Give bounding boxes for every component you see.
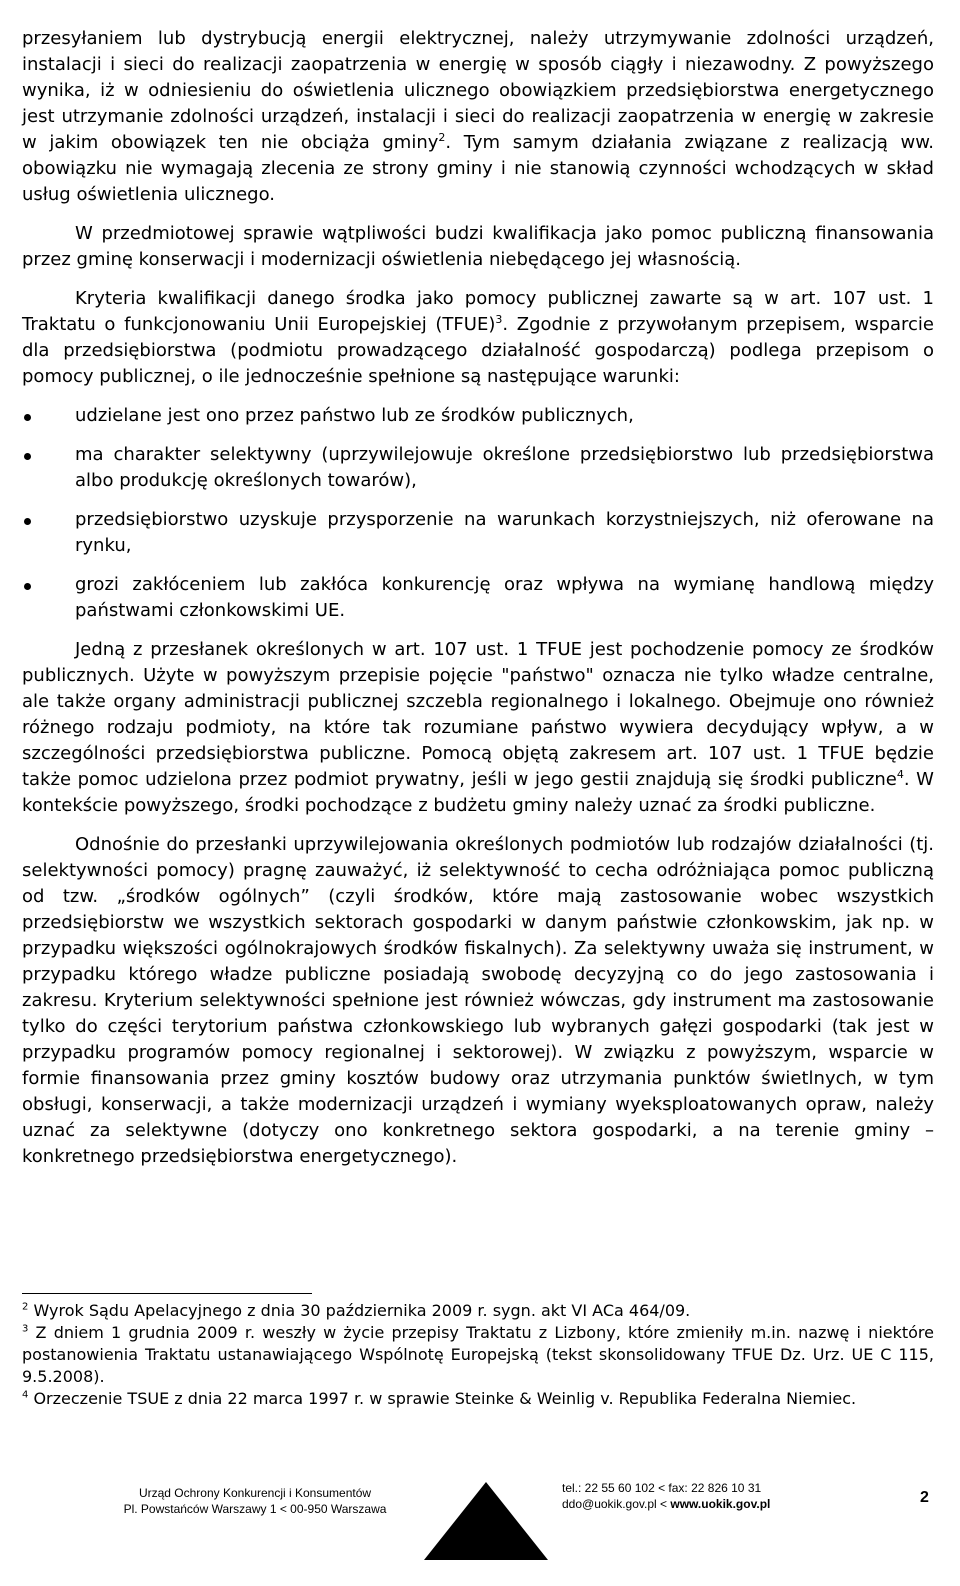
conditions-list	[22, 403, 934, 624]
paragraph-3: Kryteria kwalifikacji danego środka jako pomocy publicznej zawarte są w art. 107 ust. 1 Traktatu o funkcjonowaniu Unii Europejskiej (TFUE)$^3$. Zgodnie z przywołanym przepisem, wsparcie dla przedsiębiorstwa (podmiotu prowadzącego działalność gospodarczą) podlega przepisom o pomocy publicznej, o ile jednocześnie spełnione są następujące warunki:	[22, 288, 934, 387]
list-item: ma charakter selektywny (uprzywilejowuje określone przedsiębiorstwo lub przedsiębiorstwa albo produkcję określonych towarów),	[22, 442, 934, 494]
paragraph-1: przesyłaniem lub dystrybucją energii elektrycznej, należy utrzymywanie zdolności urządzeń, instalacji i sieci do realizacji zaopatrzenia w energię w sposób ciągły i niezawodny. Z powyższego wynika, iż w odniesieniu do oświetlenia ulicznego obowiązkiem przedsiębiorstwa energetycznego jest utrzymanie zdolności urządzeń, instalacji i sieci do realizacji zaopatrzenia w energię w zakresie w jakim obowiązek ten nie obciąża gminy$^2$. Tym samym działania związane z realizacją ww. obowiązku nie wymagają zlecenia ze strony gminy i nie stanowią czynności wchodzących w skład usług oświetlenia ulicznego.	[22, 28, 934, 205]
footer-org-name: Urząd Ochrony Konkurencji i Konsumentów	[138, 1486, 372, 1500]
list-item: udzielane jest ono przez państwo lub ze środków publicznych,	[22, 403, 934, 429]
footer-street: Pl. Powstańców Warszawy 1 < 00-950 Warszawa	[123, 1502, 387, 1516]
footer-contact	[562, 1480, 770, 1512]
footnote-2: $^2$ Wyrok Sądu Apelacyjnego z dnia 30 października 2009 r. sygn. akt VI ACa 464/09.	[22, 1301, 691, 1320]
footer-phone: tel.: 22 55 60 102 < fax: 22 826 10 31	[562, 1481, 762, 1495]
document-body	[22, 26, 934, 1183]
paragraph-5: Odnośnie do przesłanki uprzywilejowania określonych podmiotów lub rodzajów działalności (tj. selektywności pomocy) pragnę zauważyć, iż selektywność to cecha odróżniająca pomoc publiczną od tzw. „środków ogólnych” (czyli środków, które mają zastosowanie wobec wszystkich przedsiębiorstw we wszystkich sektorach gospodarki w danym państwie członkowskim, jak np. w przypadku większości ogólnokrajowych środków fiskalnych). Za selektywny uważa się instrument, w przypadku którego władze publiczne posiadają swobodę decyzyjną co do jego zastosowania i zakresu. Kryterium selektywności spełnione jest również wówczas, gdy instrument ma zastosowanie tylko do części terytorium państwa członkowskiego lub wybranych gałęzi gospodarki (tak jest w przypadku programów pomocy regionalnej i sektorowej). W związku z powyższym, wsparcie w formie finansowania przez gminy kosztów budowy oraz utrzymania punktów świetlnych, w tym obsługi, konserwacji, a także modernizacji urządzeń i wymiany wyeksploatowanych opraw, należy uznać za selektywne (dotyczy ono konkretnego sektora gospodarki, a na terenie gminy – konkretnego przedsiębiorstwa energetycznego).	[22, 834, 934, 1167]
footnote-3: $^3$ Z dniem 1 grudnia 2009 r. weszły w życie przepisy Traktatu z Lizbony, które zmieniły m.in. nazwę i niektóre postanowienia Traktatu ustanawiającego Wspólnotę Europejską (tekst skonsolidowany TFUE Dz. Urz. UE C 115, 9.5.2008).	[22, 1323, 934, 1386]
list-item: przedsiębiorstwo uzyskuje przysporzenie na warunkach korzystniejszych, niż oferowane na rynku,	[22, 507, 934, 559]
list-item: grozi zakłóceniem lub zakłóca konkurencję oraz wpływa na wymianę handlową między państwami członkowskimi UE.	[22, 572, 934, 624]
footer-website-link[interactable]: www.uokik.gov.pl	[670, 1497, 771, 1511]
footer-email-web: ddo@uokik.gov.pl < www.uokik.gov.pl	[562, 1497, 771, 1511]
footnote-divider	[22, 1293, 312, 1294]
bullet-icon	[24, 453, 31, 460]
bullet-icon	[24, 518, 31, 525]
paragraph-2: W przedmiotowej sprawie wątpliwości budzi kwalifikacja jako pomoc publiczną finansowania przez gminę konserwacji i modernizacji oświetlenia niebędącego jej własnością.	[22, 223, 934, 270]
footnotes	[22, 1300, 934, 1410]
bullet-icon	[24, 583, 31, 590]
footnote-ref-4: 4	[896, 768, 904, 781]
footnote-ref-3: 3	[495, 313, 503, 326]
footnote-4: $^4$ Orzeczenie TSUE z dnia 22 marca 1997 r. w sprawie Steinke & Weinlig v. Republika Federalna Niemiec.	[22, 1389, 857, 1408]
footnote-ref-2: 2	[438, 131, 446, 144]
footer-address	[90, 1485, 420, 1517]
logo-triangle-icon	[424, 1482, 548, 1560]
paragraph-4: Jedną z przesłanek określonych w art. 107 ust. 1 TFUE jest pochodzenie pomocy ze środków publicznych. Użyte w powyższym przepisie pojęcie "państwo" oznacza nie tylko władze centralne, ale także organy administracji publicznej szczebla regionalnego i lokalnego. Obejmuje ono również różnego rodzaju podmioty, na które tak rozumiane państwo wywiera decydujący wpływ, a w szczególności przedsiębiorstwa publiczne. Pomocą objętą zakresem art. 107 ust. 1 TFUE będzie także pomoc udzielona przez podmiot prywatny, jeśli w jego gestii znajdują się środki publiczne$^4$. W kontekście powyższego, środki pochodzące z budżetu gminy należy uznać za środki publiczne.	[22, 639, 934, 816]
bullet-icon	[24, 414, 31, 421]
page-number: 2	[920, 1489, 929, 1506]
